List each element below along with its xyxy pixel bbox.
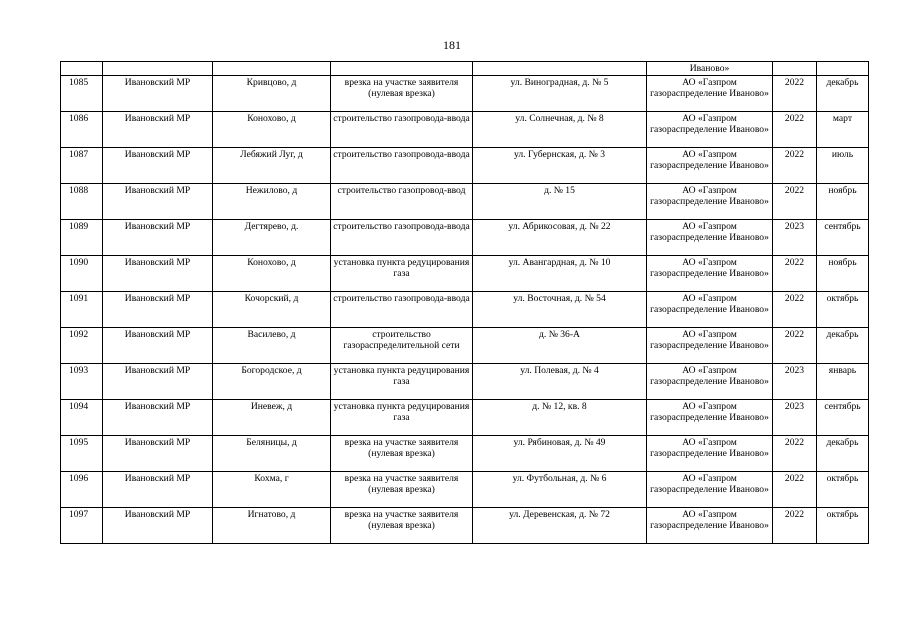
cell-district: Ивановский МР	[103, 507, 213, 543]
cell-work: строительство газопровода-ввода	[331, 219, 473, 255]
cell-num: 1093	[61, 363, 103, 399]
page-number: 181	[443, 38, 461, 52]
cell-org: АО «Газпром газораспределение Иваново»	[647, 183, 773, 219]
cell-num: 1088	[61, 183, 103, 219]
cell-address: д. № 15	[473, 183, 647, 219]
cell-num: 1090	[61, 255, 103, 291]
cell-address: д. № 36-А	[473, 327, 647, 363]
cell-settlement: Дегтярево, д.	[213, 219, 331, 255]
cell-org: АО «Газпром газораспределение Иваново»	[647, 363, 773, 399]
cell-org: АО «Газпром газораспределение Иваново»	[647, 327, 773, 363]
cell-num: 1089	[61, 219, 103, 255]
continuation-row	[61, 62, 869, 76]
cell-work	[331, 62, 473, 76]
cell-num: 1085	[61, 75, 103, 111]
cell-address: ул. Солнечная, д. № 8	[473, 111, 647, 147]
cell-month: октябрь	[817, 507, 869, 543]
cell-address: ул. Губернская, д. № 3	[473, 147, 647, 183]
cell-work: установка пункта редуцирования газа	[331, 255, 473, 291]
cell-org: АО «Газпром газораспределение Иваново»	[647, 111, 773, 147]
cell-work: строительство газораспределительной сети	[331, 327, 473, 363]
cell-address: ул. Виноградная, д. № 5	[473, 75, 647, 111]
cell-work: врезка на участке заявителя (нулевая врезка)	[331, 507, 473, 543]
table-row	[61, 363, 869, 399]
table-row	[61, 219, 869, 255]
cell-settlement: Кочорский, д	[213, 291, 331, 327]
cell-month: декабрь	[817, 327, 869, 363]
cell-year: 2023	[773, 219, 817, 255]
cell-work: врезка на участке заявителя (нулевая врезка)	[331, 435, 473, 471]
cell-num: 1094	[61, 399, 103, 435]
table-row	[61, 75, 869, 111]
cell-address: ул. Абрикосовая, д. № 22	[473, 219, 647, 255]
cell-district: Ивановский МР	[103, 255, 213, 291]
cell-year: 2022	[773, 471, 817, 507]
cell-work: строительство газопровода-ввода	[331, 111, 473, 147]
cell-settlement: Беляницы, д	[213, 435, 331, 471]
cell-district: Ивановский МР	[103, 147, 213, 183]
cell-org: АО «Газпром газораспределение Иваново»	[647, 435, 773, 471]
table-row	[61, 507, 869, 543]
cell-settlement: Лебяжий Луг, д	[213, 147, 331, 183]
cell-settlement: Игнатово, д	[213, 507, 331, 543]
cell-num: 1086	[61, 111, 103, 147]
cell-org: АО «Газпром газораспределение Иваново»	[647, 507, 773, 543]
cell-org: АО «Газпром газораспределение Иваново»	[647, 147, 773, 183]
cell-year: 2022	[773, 147, 817, 183]
cell-year: 2022	[773, 111, 817, 147]
cell-settlement: Василево, д	[213, 327, 331, 363]
cell-district: Ивановский МР	[103, 291, 213, 327]
cell-num	[61, 62, 103, 76]
cell-settlement: Богородское, д	[213, 363, 331, 399]
cell-year: 2023	[773, 399, 817, 435]
cell-month: ноябрь	[817, 183, 869, 219]
cell-year: 2022	[773, 255, 817, 291]
cell-org: АО «Газпром газораспределение Иваново»	[647, 399, 773, 435]
cell-district: Ивановский МР	[103, 111, 213, 147]
cell-work: строительство газопровода-ввода	[331, 147, 473, 183]
cell-org: Иваново»	[647, 62, 773, 76]
table-row	[61, 255, 869, 291]
cell-year: 2022	[773, 507, 817, 543]
gasification-table	[60, 61, 869, 544]
cell-work: строительство газопровод-ввод	[331, 183, 473, 219]
cell-settlement: Конохово, д	[213, 111, 331, 147]
cell-year	[773, 62, 817, 76]
cell-year: 2023	[773, 363, 817, 399]
cell-district: Ивановский МР	[103, 75, 213, 111]
cell-district: Ивановский МР	[103, 435, 213, 471]
cell-year: 2022	[773, 291, 817, 327]
cell-work: строительство газопровода-ввода	[331, 291, 473, 327]
cell-num: 1097	[61, 507, 103, 543]
cell-settlement: Нежилово, д	[213, 183, 331, 219]
cell-num: 1087	[61, 147, 103, 183]
cell-settlement: Кривцово, д	[213, 75, 331, 111]
cell-settlement: Иневеж, д	[213, 399, 331, 435]
cell-address: ул. Рябиновая, д. № 49	[473, 435, 647, 471]
cell-work: установка пункта редуцирования газа	[331, 363, 473, 399]
table-row	[61, 399, 869, 435]
table-row	[61, 327, 869, 363]
cell-address: д. № 12, кв. 8	[473, 399, 647, 435]
cell-org: АО «Газпром газораспределение Иваново»	[647, 219, 773, 255]
cell-month: октябрь	[817, 291, 869, 327]
cell-district: Ивановский МР	[103, 471, 213, 507]
cell-district	[103, 62, 213, 76]
cell-settlement: Конохово, д	[213, 255, 331, 291]
table-row	[61, 183, 869, 219]
cell-num: 1096	[61, 471, 103, 507]
cell-org: АО «Газпром газораспределение Иваново»	[647, 75, 773, 111]
cell-month: ноябрь	[817, 255, 869, 291]
cell-district: Ивановский МР	[103, 183, 213, 219]
cell-month: июль	[817, 147, 869, 183]
cell-settlement: Кохма, г	[213, 471, 331, 507]
cell-num: 1091	[61, 291, 103, 327]
cell-org: АО «Газпром газораспределение Иваново»	[647, 471, 773, 507]
cell-year: 2022	[773, 75, 817, 111]
cell-district: Ивановский МР	[103, 219, 213, 255]
cell-district: Ивановский МР	[103, 327, 213, 363]
cell-num: 1095	[61, 435, 103, 471]
table-row	[61, 147, 869, 183]
table-row	[61, 111, 869, 147]
cell-month	[817, 62, 869, 76]
cell-year: 2022	[773, 183, 817, 219]
cell-work: врезка на участке заявителя (нулевая врезка)	[331, 471, 473, 507]
cell-org: АО «Газпром газораспределение Иваново»	[647, 291, 773, 327]
table-body	[61, 62, 869, 544]
cell-month: январь	[817, 363, 869, 399]
cell-district: Ивановский МР	[103, 399, 213, 435]
cell-address: ул. Восточная, д. № 54	[473, 291, 647, 327]
cell-num: 1092	[61, 327, 103, 363]
cell-month: декабрь	[817, 75, 869, 111]
cell-month: декабрь	[817, 435, 869, 471]
cell-address: ул. Полевая, д. № 4	[473, 363, 647, 399]
cell-address: ул. Авангардная, д. № 10	[473, 255, 647, 291]
cell-district: Ивановский МР	[103, 363, 213, 399]
cell-month: сентябрь	[817, 399, 869, 435]
table-row	[61, 291, 869, 327]
cell-year: 2022	[773, 327, 817, 363]
cell-year: 2022	[773, 435, 817, 471]
cell-month: сентябрь	[817, 219, 869, 255]
cell-work: установка пункта редуцирования газа	[331, 399, 473, 435]
cell-address: ул. Футбольная, д. № 6	[473, 471, 647, 507]
table-row	[61, 471, 869, 507]
cell-month: октябрь	[817, 471, 869, 507]
cell-address	[473, 62, 647, 76]
table-row	[61, 435, 869, 471]
cell-address: ул. Деревенская, д. № 72	[473, 507, 647, 543]
cell-settlement	[213, 62, 331, 76]
cell-work: врезка на участке заявителя (нулевая врезка)	[331, 75, 473, 111]
cell-month: март	[817, 111, 869, 147]
cell-org: АО «Газпром газораспределение Иваново»	[647, 255, 773, 291]
